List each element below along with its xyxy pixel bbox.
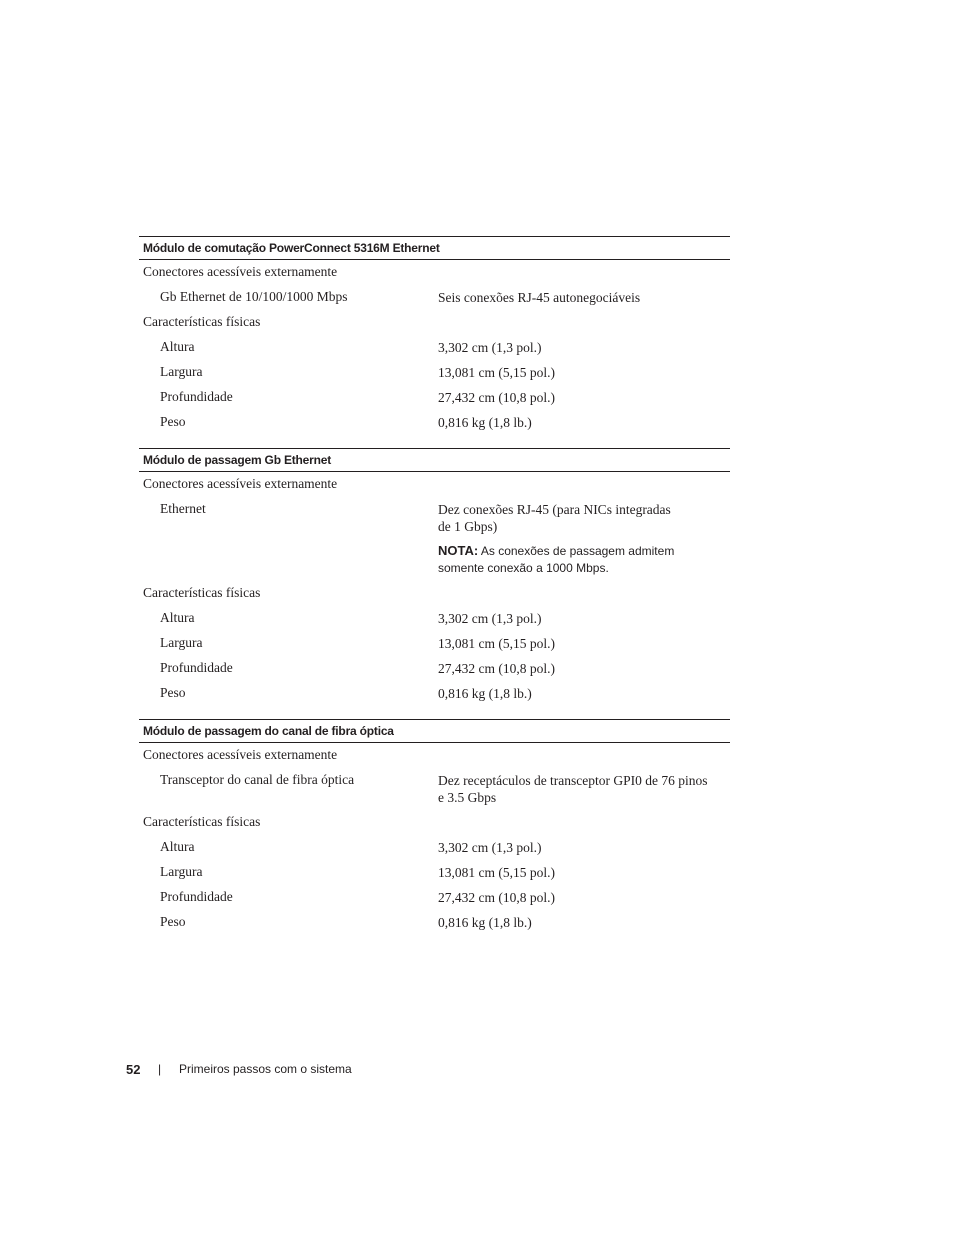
chapter-title: Primeiros passos com o sistema [179, 1062, 352, 1076]
spec-value-width: 13,081 cm (5,15 pol.) [438, 865, 555, 880]
physical-heading: Características físicas [143, 814, 261, 829]
spec-value-depth: 27,432 cm (10,8 pol.) [438, 661, 555, 676]
spec-label-depth: Profundidade [160, 389, 233, 404]
note-text: somente conexão a 1000 Mbps. [438, 561, 609, 575]
spec-label-width: Largura [160, 635, 203, 650]
spec-table-switch-module [139, 236, 730, 430]
physical-heading: Características físicas [143, 585, 261, 600]
spec-label-height: Altura [160, 339, 195, 354]
connector-name: Transceptor do canal de fibra óptica [160, 772, 355, 787]
section-title: Módulo de passagem Gb Ethernet [139, 448, 730, 472]
spec-label-width: Largura [160, 864, 203, 879]
spec-value-depth: 27,432 cm (10,8 pol.) [438, 390, 555, 405]
note-box [438, 542, 730, 577]
section-title: Módulo de comutação PowerConnect 5316M Ethernet [139, 236, 730, 260]
spec-value-depth: 27,432 cm (10,8 pol.) [438, 890, 555, 905]
spec-value-weight: 0,816 kg (1,8 lb.) [438, 915, 532, 930]
connector-value [438, 501, 730, 535]
spec-label-width: Largura [160, 364, 203, 379]
connector-name: Ethernet [160, 501, 206, 516]
spec-value-weight: 0,816 kg (1,8 lb.) [438, 415, 532, 430]
spec-label-depth: Profundidade [160, 889, 233, 904]
spec-label-weight: Peso [160, 414, 186, 429]
spec-label-height: Altura [160, 610, 195, 625]
connector-value-line: Dez receptáculos de transceptor GPI0 de 76 pinos [438, 773, 708, 788]
spec-label-height: Altura [160, 839, 195, 854]
connector-name: Gb Ethernet de 10/100/1000 Mbps [160, 289, 348, 304]
note-text: As conexões de passagem admitem [480, 544, 675, 558]
spec-value-height: 3,302 cm (1,3 pol.) [438, 840, 542, 855]
note-label: NOTA: [438, 543, 479, 558]
spec-table-fibre-passthrough [139, 719, 730, 930]
spec-value-width: 13,081 cm (5,15 pol.) [438, 365, 555, 380]
connector-value-line: e 3.5 Gbps [438, 790, 497, 805]
section-title: Módulo de passagem do canal de fibra óptica [139, 719, 730, 743]
physical-heading: Características físicas [143, 314, 261, 329]
spec-label-depth: Profundidade [160, 660, 233, 675]
spec-value-height: 3,302 cm (1,3 pol.) [438, 611, 542, 626]
connector-value [438, 772, 730, 806]
spec-label-weight: Peso [160, 685, 186, 700]
spec-value-weight: 0,816 kg (1,8 lb.) [438, 686, 532, 701]
connector-value: Seis conexões RJ-45 autonegociáveis [438, 290, 641, 305]
connectors-heading: Conectores acessíveis externamente [143, 747, 338, 762]
connectors-heading: Conectores acessíveis externamente [143, 476, 338, 491]
spec-label-weight: Peso [160, 914, 186, 929]
connector-value-line: de 1 Gbps) [438, 519, 498, 534]
page-number: 52 [126, 1062, 141, 1077]
footer-separator: | [158, 1062, 162, 1076]
spec-table-gb-passthrough [139, 448, 730, 701]
connector-value-line: Dez conexões RJ-45 (para NICs integradas [438, 502, 671, 517]
spec-value-height: 3,302 cm (1,3 pol.) [438, 340, 542, 355]
spec-value-width: 13,081 cm (5,15 pol.) [438, 636, 555, 651]
connectors-heading: Conectores acessíveis externamente [143, 264, 338, 279]
